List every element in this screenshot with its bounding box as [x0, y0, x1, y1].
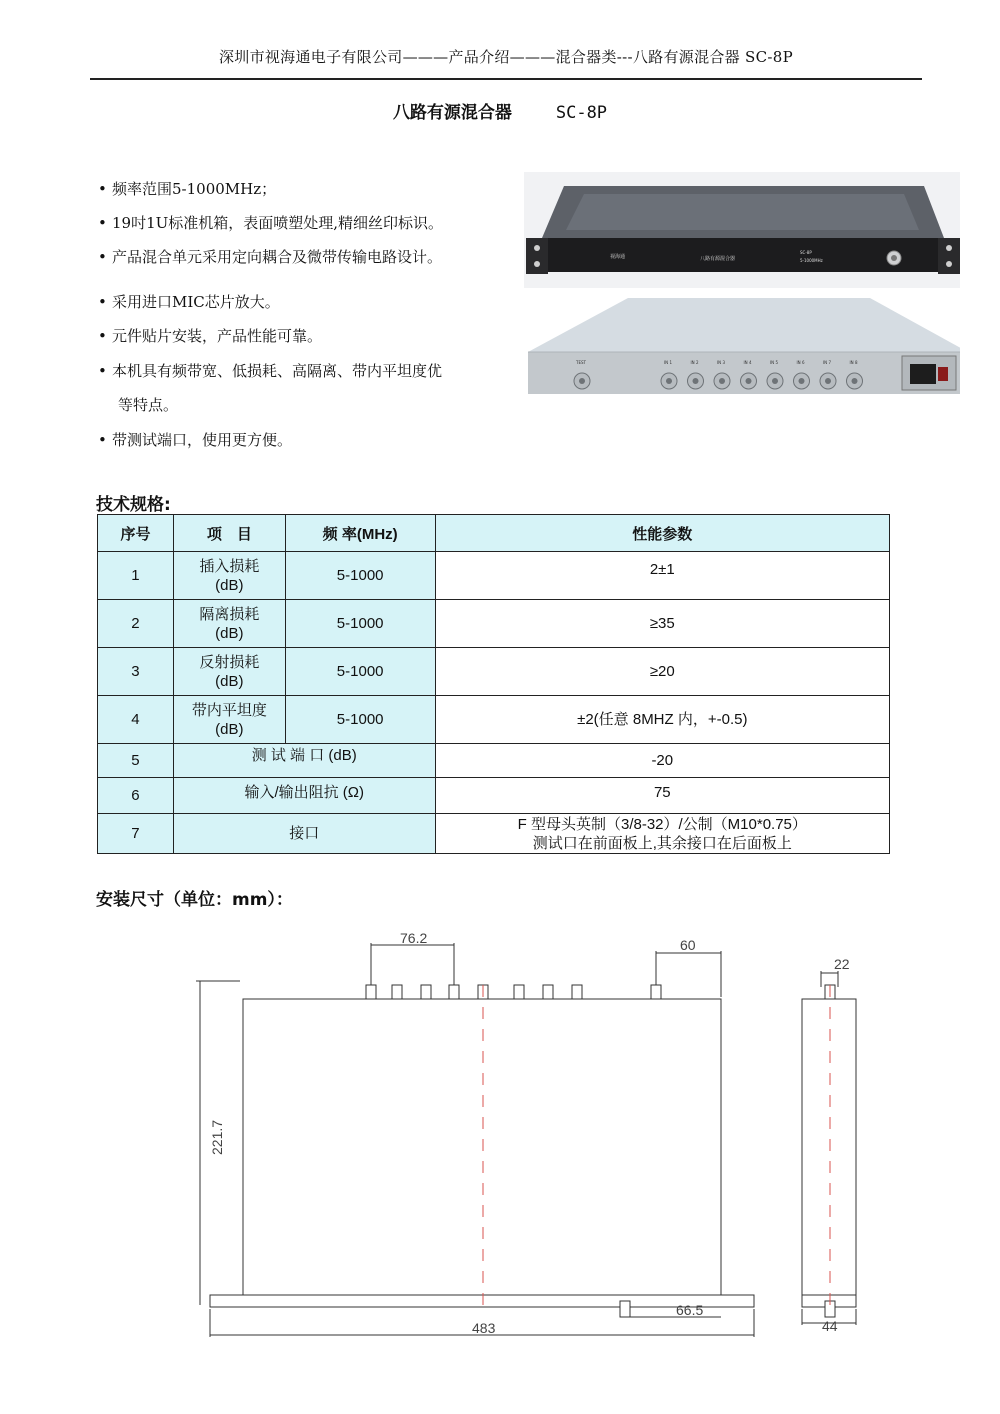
feature-item-continuation: 等特点。 — [118, 396, 179, 414]
row-frequency: 5-1000 — [285, 600, 435, 648]
header-cell: 项 目 — [173, 515, 285, 552]
product-title — [0, 98, 1000, 123]
rear-input-label: IN 7 — [823, 360, 831, 365]
table-row — [98, 778, 890, 814]
row-value: 2±1 — [435, 552, 889, 600]
rear-input-label: IN 8 — [849, 360, 858, 365]
test-connector-icon — [620, 1301, 630, 1317]
page-header: 深圳市视海通电子有限公司———产品介绍———混合器类---八路有源混合器 SC-8P — [218, 48, 794, 66]
header-cell: 序号 — [98, 515, 174, 552]
feature-item: • 采用进口MIC芯片放大。 — [98, 293, 280, 311]
connector-icon — [392, 985, 402, 999]
rear-test-label: TEST — [576, 360, 586, 365]
spec-table — [97, 514, 890, 854]
feature-item: • 19吋1U标准机箱，表面喷塑处理,精细丝印标识。 — [98, 214, 444, 232]
connector-icon — [543, 985, 553, 999]
connector-icon — [366, 985, 376, 999]
front-panel-photo — [524, 172, 960, 288]
front-model-label: SC-8P — [800, 250, 812, 255]
row-number: 1 — [98, 552, 174, 600]
rear-input-label: IN 5 — [770, 360, 778, 365]
header-cell: 性能参数 — [435, 515, 889, 552]
connector-icon — [421, 985, 431, 999]
dim-side-bottom: 44 — [822, 1318, 838, 1334]
table-row — [98, 600, 890, 648]
product-name: 八路有源混合器 — [392, 103, 512, 123]
feature-item: • 带测试端口，使用更方便。 — [98, 431, 293, 449]
row-item: 反射损耗 (dB) — [173, 648, 285, 696]
row-frequency: 5-1000 — [285, 696, 435, 744]
row-item: 测 试 端 口 (dB) — [173, 744, 435, 778]
connector-icon — [572, 985, 582, 999]
row-number: 2 — [98, 600, 174, 648]
feature-item: • 频率范围5-1000MHz； — [98, 180, 277, 198]
table-row — [98, 814, 890, 854]
front-range-label: 5-1000MHz — [800, 258, 823, 263]
row-value: ≥35 — [435, 600, 889, 648]
spec-section-title: 技术规格: — [96, 495, 171, 515]
connector-icon — [651, 985, 661, 999]
product-model: SC-8P — [555, 103, 608, 123]
row-item: 带内平坦度 (dB) — [173, 696, 285, 744]
row-item: 接口 — [173, 814, 435, 854]
connector-icon — [514, 985, 524, 999]
row-item: 隔离损耗 (dB) — [173, 600, 285, 648]
rear-input-label: IN 1 — [664, 360, 672, 365]
header-divider — [90, 78, 922, 80]
feature-item: • 产品混合单元采用定向耦合及微带传输电路设计。 — [98, 248, 443, 266]
row-number: 3 — [98, 648, 174, 696]
installation-drawing — [190, 925, 880, 1345]
table-row — [98, 744, 890, 778]
header-cell: 频 率(MHz) — [285, 515, 435, 552]
power-switch-icon — [938, 367, 948, 381]
row-number: 6 — [98, 778, 174, 814]
table-row — [98, 696, 890, 744]
table-header-row — [98, 515, 890, 552]
front-panel-outline — [210, 1295, 754, 1307]
row-number: 4 — [98, 696, 174, 744]
rear-input-label: IN 3 — [717, 360, 725, 365]
row-number: 5 — [98, 744, 174, 778]
chassis-top-view — [243, 999, 721, 1295]
feature-item: • 本机具有频带宽、低损耗、高隔离、带内平坦度优 — [98, 362, 443, 380]
power-inlet-icon — [910, 364, 936, 384]
rear-input-label: IN 2 — [690, 360, 699, 365]
row-item: 插入损耗 (dB) — [173, 552, 285, 600]
rear-input-label: IN 6 — [796, 360, 805, 365]
table-row — [98, 648, 890, 696]
front-brand-label: 视海通 — [610, 254, 626, 260]
row-value: ≥20 — [435, 648, 889, 696]
rear-input-label: IN 4 — [743, 360, 752, 365]
table-row — [98, 552, 890, 600]
rear-panel-photo — [524, 294, 960, 400]
chassis-side-view — [802, 999, 856, 1295]
row-value: 75 — [435, 778, 889, 814]
feature-item: • 元件贴片安装，产品性能可靠。 — [98, 327, 323, 345]
dim-pitch: 76.2 — [400, 930, 428, 946]
row-value: -20 — [435, 744, 889, 778]
front-product-label: 八路有源混合器 — [700, 256, 736, 262]
dim-depth: 221.7 — [209, 1119, 225, 1155]
dim-width: 483 — [472, 1320, 496, 1336]
row-frequency: 5-1000 — [285, 552, 435, 600]
row-item: 输入/输出阻抗 (Ω) — [173, 778, 435, 814]
rear-connectors — [366, 985, 661, 999]
row-number: 7 — [98, 814, 174, 854]
dim-offset-right: 60 — [680, 937, 696, 953]
install-section-title: 安装尺寸（单位：mm）： — [96, 890, 293, 910]
dim-side-top: 22 — [834, 956, 850, 972]
row-value: F 型母头英制（3/8-32）/公制（M10*0.75） 测试口在前面板上,其余接口在后面板上 — [435, 814, 889, 854]
dim-test-offset: 66.5 — [676, 1302, 704, 1318]
row-frequency: 5-1000 — [285, 648, 435, 696]
connector-icon — [449, 985, 459, 999]
row-value: ±2(任意 8MHZ 内，+-0.5) — [435, 696, 889, 744]
